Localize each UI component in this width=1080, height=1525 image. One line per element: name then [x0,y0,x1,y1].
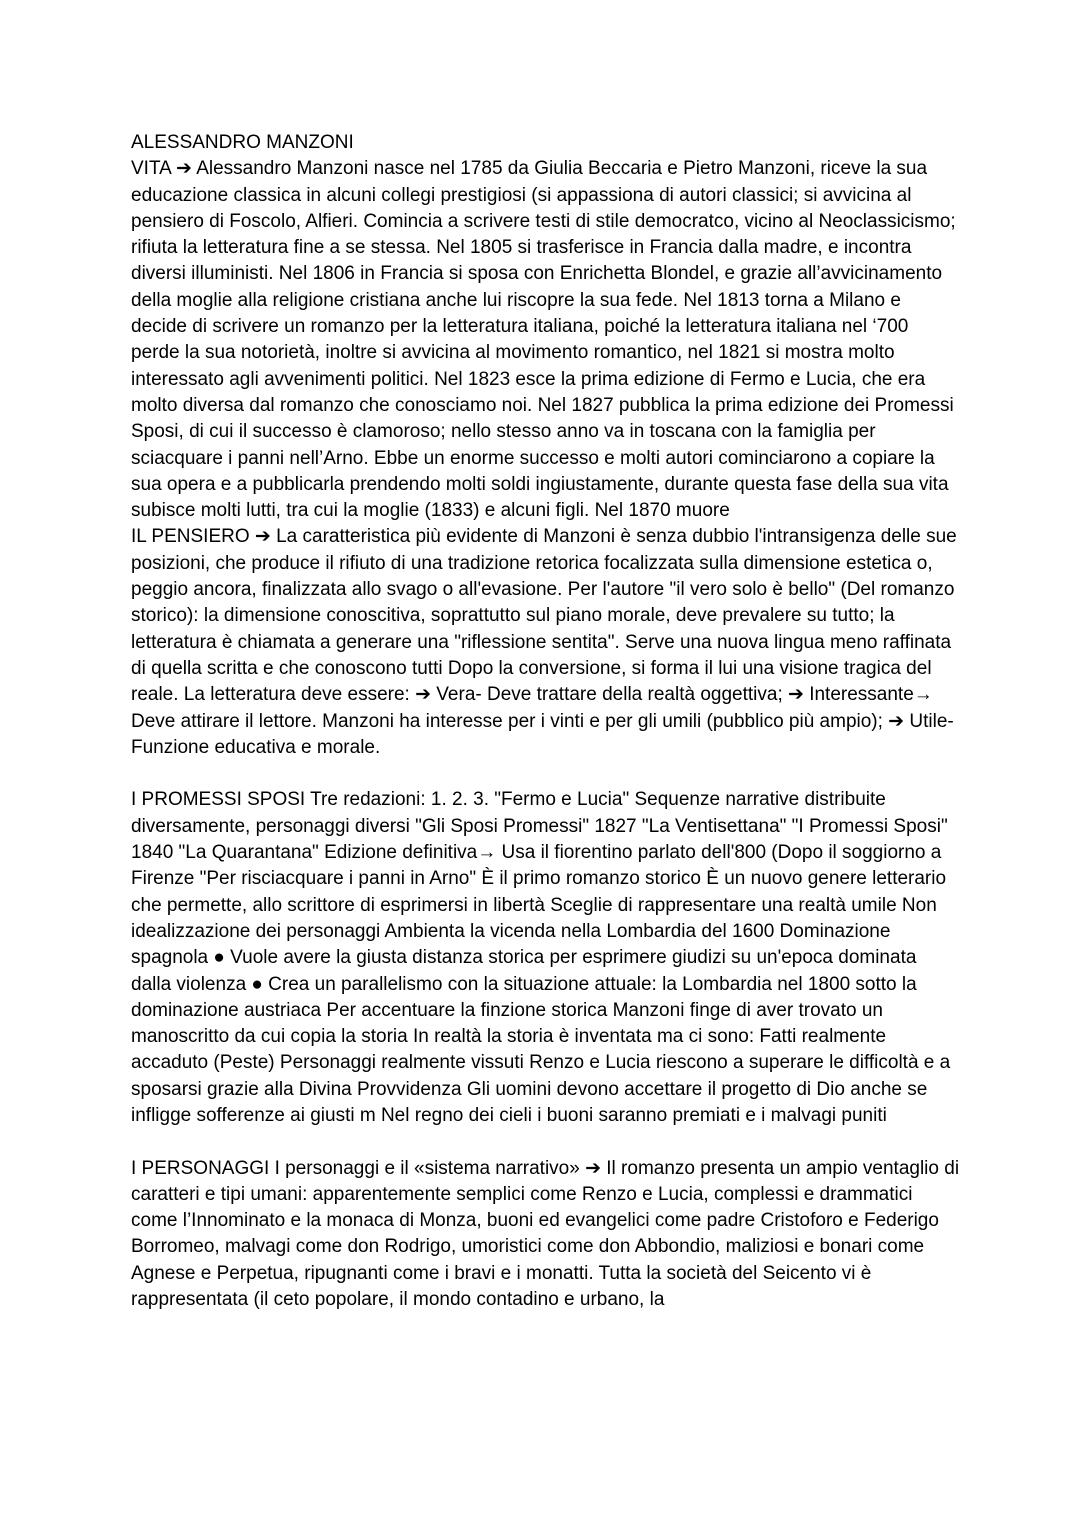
document-title: ALESSANDRO MANZONI [131,132,354,153]
paragraph-promessi-sposi: I PROMESSI SPOSI Tre redazioni: 1. 2. 3. "Fermo e Lucia" Sequenze narrative distribuite diversamente, personaggi diversi "Gli Sposi Promessi" 1827 "La Ventisettana" "I Promessi Sposi" 1840 "La Quarantana" Edizione definitiva→ Usa il fiorentino parlato dell'800 (Dopo il soggiorno a Firenze "Per risciacquare i panni in Arno" È il primo romanzo storico È un nuovo genere letterario che permette, allo scrittore di esprimersi in libertà Sceglie di rappresentare una realtà umile Non idealizzazione dei personaggi Ambienta la vicenda nella Lombardia del 1600 Dominazione spagnola ● Vuole avere la giusta distanza storica per esprimere giudizi su un'epoca dominata dalla violenza ● Crea un parallelismo con la situazione attuale: la Lombardia nel 1800 sotto la dominazione austriaca Per accentuare la finzione storica Manzoni finge di aver trovato un manoscritto da cui copia la storia In realtà la storia è inventata ma ci sono: Fatti realmente accaduto (Peste) Personaggi realmente vissuti Renzo e Lucia riescono a superare le difficoltà e a sposarsi grazie alla Divina Provvidenza Gli uomini devono accettare il progetto di Dio anche se infligge sofferenze ai giusti m Nel regno dei cieli i buoni saranno premiati e i malvagi puniti [131,789,951,1126]
document-page [131,130,961,1313]
paragraph-personaggi: I PERSONAGGI I personaggi e il «sistema narrativo» ➔ Il romanzo presenta un ampio ventaglio di caratteri e tipi umani: apparentemente semplici come Renzo e Lucia, complessi e drammatici come l’Innominato e la monaca di Monza, buoni ed evangelici come padre Cristoforo e Federigo Borromeo, malvagi come don Rodrigo, umoristici come don Abbondio, maliziosi e bonari come Agnese e Perpetua, ripugnanti come i bravi e i monatti. Tutta la società del Seicento vi è rappresentata (il ceto popolare, il mondo contadino e urbano, la [131,1157,960,1311]
paragraph-vita: VITA ➔ Alessandro Manzoni nasce nel 1785 da Giulia Beccaria e Pietro Manzoni, riceve la sua educazione classica in alcuni collegi prestigiosi (si appassiona di autori classici; si avvicina al pensiero di Foscolo, Alfieri. Comincia a scrivere testi di stile democratco, vicino al Neoclassicismo; rifiuta la letteratura fine a se stessa. Nel 1805 si trasferisce in Francia dalla madre, e incontra diversi illuministi. Nel 1806 in Francia si sposa con Enrichetta Blondel, e grazie all’avvicinamento della moglie alla religione cristiana anche lui riscopre la sua fede. Nel 1813 torna a Milano e decide di scrivere un romanzo per la letteratura italiana, poiché la letteratura italiana nel ‘700 perde la sua notorietà, inoltre si avvicina al movimento romantico, nel 1821 si mostra molto interessato agli avvenimenti politici. Nel 1823 esce la prima edizione di Fermo e Lucia, che era molto diversa dal romanzo che conosciamo noi. Nel 1827 pubblica la prima edizione dei Promessi Sposi, di cui il successo è clamoroso; nello stesso anno va in toscana con la famiglia per sciacquare i panni nell’Arno. Ebbe un enorme successo e molti autori cominciarono a copiare la sua opera e a pubblicarla prendendo molti soldi ingiustamente, durante questa fase della sua vita subisce molti lutti, tra cui la moglie (1833) e alcuni figli. Nel 1870 muore [131,158,956,522]
paragraph-pensiero: IL PENSIERO ➔ La caratteristica più evidente di Manzoni è senza dubbio l'intransigenza delle sue posizioni, che produce il rifiuto di una tradizione retorica focalizzata sulla dimensione estetica o, peggio ancora, finalizzata allo svago o all'evasione. Per l'autore "il vero solo è bello" (Del romanzo storico): la dimensione conoscitiva, soprattutto sul piano morale, deve prevalere su tutto; la letteratura è chiamata a generare una "riflessione sentita". Serve una nuova lingua meno raffinata di quella scritta e che conoscono tutti Dopo la conversione, si forma il lui una visione tragica del reale. La letteratura deve essere: ➔ Vera- Deve trattare della realtà oggettiva; ➔ Interessante→ Deve attirare il lettore. Manzoni ha interesse per i vinti e per gli umili (pubblico più ampio); ➔ Utile- Funzione educativa e morale. [131,526,957,758]
